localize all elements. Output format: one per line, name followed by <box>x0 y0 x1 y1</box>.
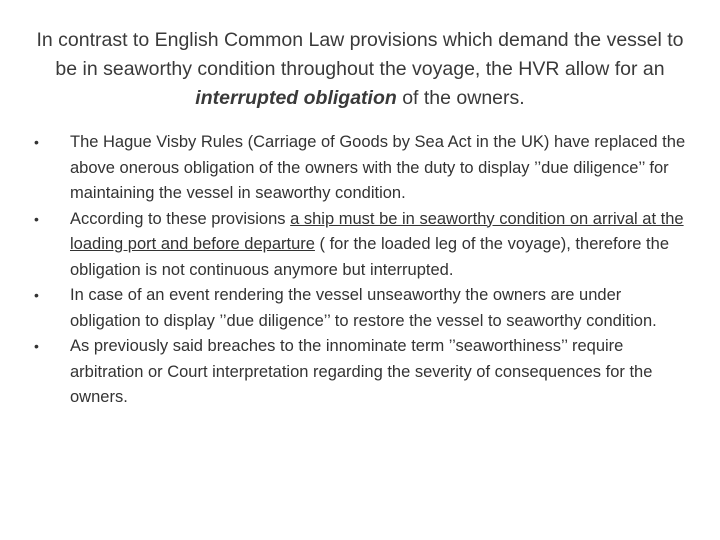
bullet-icon: • <box>34 134 39 150</box>
bullet-text: The Hague Visby Rules (Carriage of Goods by Sea Act in the UK) have replaced the above onerous obligation of the owners with the duty to display ’’due diligence’’ for maintaining the vessel in seaworthy condition. <box>70 133 686 202</box>
bullet-item-unseaworthy-event <box>30 283 692 334</box>
bullet-text-start: According to these provisions <box>70 209 291 228</box>
bullet-text: As previously said breaches to the innominate term ’’seaworthiness’’ require arbitration or Court interpretation regarding the severity of consequences for the owners. <box>70 337 653 406</box>
bullet-icon: • <box>34 287 39 303</box>
bullet-item-hague-visby <box>30 130 692 207</box>
bullet-list <box>30 130 692 411</box>
bullet-icon: • <box>34 210 39 227</box>
slide-heading <box>28 26 692 113</box>
heading-text-end: of the owners. <box>396 87 525 109</box>
bullet-underlined-text: a ship must be in seaworthy condition on arrival at the loading port and before departure <box>70 209 684 253</box>
bullet-icon: • <box>34 338 39 354</box>
bullet-item-innominate-term <box>30 334 692 411</box>
bullet-item-provisions <box>30 207 692 284</box>
heading-emphasis: interrupted obligation <box>195 87 397 109</box>
bullet-text: In case of an event rendering the vessel unseaworthy the owners are under obligation to display ’’due diligence’’ to restore the vessel to seaworthy condition. <box>70 286 657 330</box>
bullet-text-end: ( for the loaded leg of the voyage), therefore the obligation is not continuous anymore but interrupted. <box>70 235 669 279</box>
heading-text-start: In contrast to English Common Law provisions which demand the vessel to be in seaworthy condition throughout the voyage, the HVR allow for an <box>36 29 684 80</box>
